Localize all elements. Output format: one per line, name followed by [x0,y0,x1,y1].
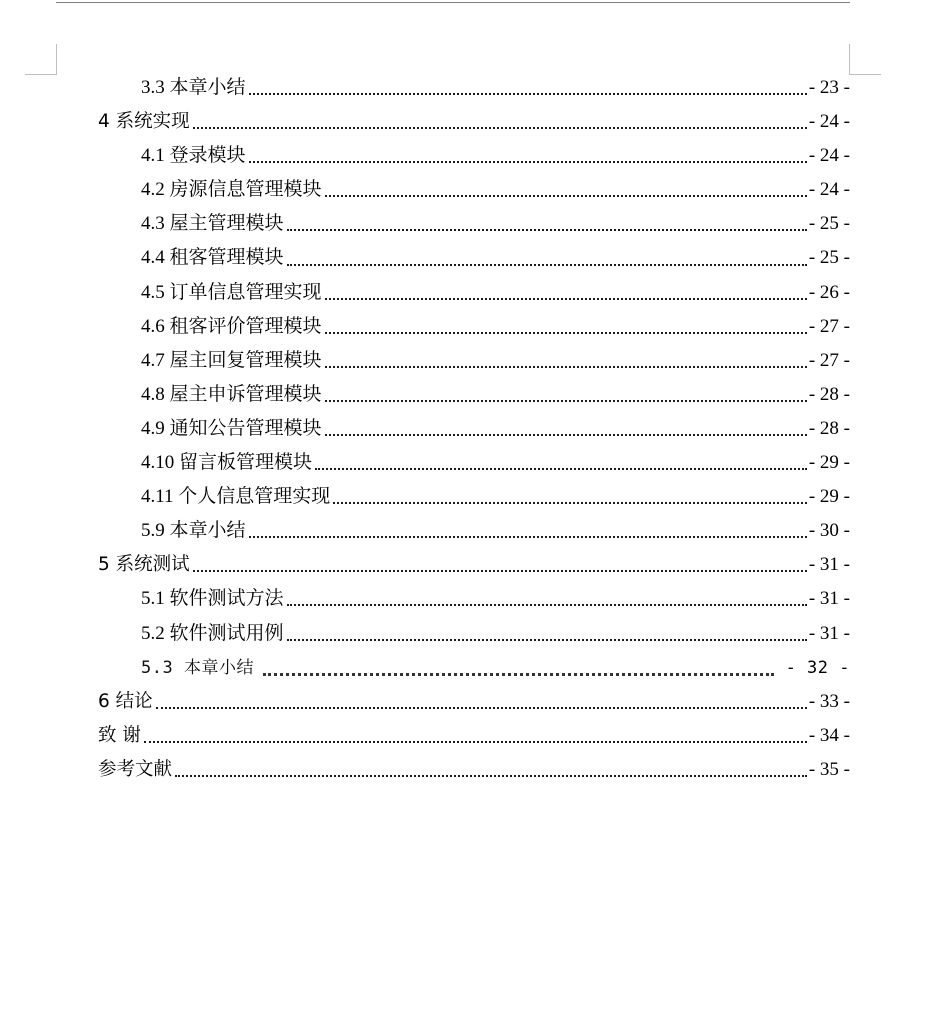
toc-entry-title: 4.3 屋主管理模块 [141,213,284,235]
dot-leader [249,78,807,98]
toc-entry-page: - 32 - [785,657,850,678]
toc-entry-page: - 29 - [808,486,850,508]
toc-entry-title: 4.6 租客评价管理模块 [141,315,322,337]
toc-entry-page: - 27 - [808,315,850,337]
toc-entry-page: - 31 - [808,554,850,576]
toc-entry-title: 4.10 留言板管理模块 [141,452,313,474]
toc-entry-4-9[interactable] [98,412,850,446]
toc-entry-4[interactable] [98,105,850,139]
margin-corner-mark-right [849,44,881,75]
toc-entry-title: 4.5 订单信息管理实现 [141,281,322,303]
toc-entry-page: - 31 - [808,588,850,610]
toc-entry-title: 4.1 登录模块 [141,145,246,167]
toc-entry-page: - 28 - [808,383,850,405]
toc-entry-page: - 33 - [808,690,850,712]
toc-entry-page: - 35 - [808,758,850,780]
toc-entry-4-6[interactable] [98,310,850,344]
toc-entry-page: - 24 - [808,179,850,201]
dot-leader [325,283,807,303]
dot-leader [287,589,807,609]
toc-entry-4-3[interactable] [98,207,850,241]
dot-leader [325,385,807,405]
toc-entry-title: 4.8 屋主申诉管理模块 [141,383,322,405]
table-of-contents [98,71,850,787]
toc-entry-4-11[interactable] [98,480,850,514]
toc-entry-page: - 24 - [808,111,850,133]
toc-entry-5[interactable] [98,548,850,582]
toc-entry-title: 4.4 租客管理模块 [141,247,284,269]
toc-entry-5-2[interactable] [98,617,850,651]
dot-leader [287,214,807,234]
margin-corner-mark-left [25,44,57,75]
toc-entry-6[interactable] [98,685,850,719]
dot-leader [175,760,807,780]
toc-entry-4-4[interactable] [98,241,850,275]
dot-leader [325,317,807,337]
dot-leader [156,692,807,712]
dot-leader [333,487,807,507]
toc-entry-page: - 26 - [808,281,850,303]
toc-entry-page: - 31 - [808,622,850,644]
dot-leader [325,351,807,371]
dot-leader [325,180,807,200]
toc-entry-page: - 23 - [808,77,850,98]
dot-leader [144,726,807,746]
dot-leader [315,453,807,473]
toc-entry-title: 4.2 房源信息管理模块 [141,179,322,201]
dot-leader [249,521,807,541]
toc-entry-page: - 34 - [808,724,850,746]
toc-entry-title: 参考文献 [98,758,173,780]
toc-entry-4-8[interactable] [98,378,850,412]
toc-entry-4-1[interactable] [98,139,850,173]
dot-leader [325,419,807,439]
toc-entry-title: 3.3 本章小结 [141,77,246,98]
toc-entry-acknowledgements[interactable] [98,719,850,753]
dot-leader [257,658,784,678]
toc-entry-page: - 28 - [808,417,850,439]
toc-entry-4-10[interactable] [98,446,850,480]
toc-entry-5-9[interactable] [98,514,850,548]
toc-entry-title: 5.3 本章小结 [141,657,254,678]
dot-leader [287,624,807,644]
toc-entry-page: - 30 - [808,520,850,542]
toc-entry-4-5[interactable] [98,276,850,310]
toc-entry-page: - 25 - [808,213,850,235]
toc-entry-3-3[interactable] [98,71,850,105]
toc-entry-page: - 25 - [808,247,850,269]
toc-entry-page: - 27 - [808,349,850,371]
dot-leader [249,146,807,166]
toc-entry-4-2[interactable] [98,173,850,207]
page-top-border [56,2,850,3]
toc-entry-5-1[interactable] [98,582,850,616]
toc-entry-title: 5.2 软件测试用例 [141,622,284,644]
dot-leader [287,249,807,269]
toc-entry-5-3[interactable] [98,651,850,685]
toc-entry-title: 4 系统实现 [98,111,190,133]
toc-entry-title: 5 系统测试 [98,554,190,576]
toc-entry-title: 致 谢 [98,724,141,746]
toc-entry-title: 4.9 通知公告管理模块 [141,417,322,439]
toc-entry-4-7[interactable] [98,344,850,378]
toc-entry-page: - 24 - [808,145,850,167]
toc-entry-title: 5.1 软件测试方法 [141,588,284,610]
dot-leader [193,112,807,132]
toc-entry-title: 6 结论 [98,690,153,712]
toc-entry-references[interactable] [98,753,850,787]
toc-entry-title: 4.7 屋主回复管理模块 [141,349,322,371]
dot-leader [193,555,807,575]
toc-entry-page: - 29 - [808,452,850,474]
toc-entry-title: 5.9 本章小结 [141,520,246,542]
toc-entry-title: 4.11 个人信息管理实现 [141,486,331,508]
